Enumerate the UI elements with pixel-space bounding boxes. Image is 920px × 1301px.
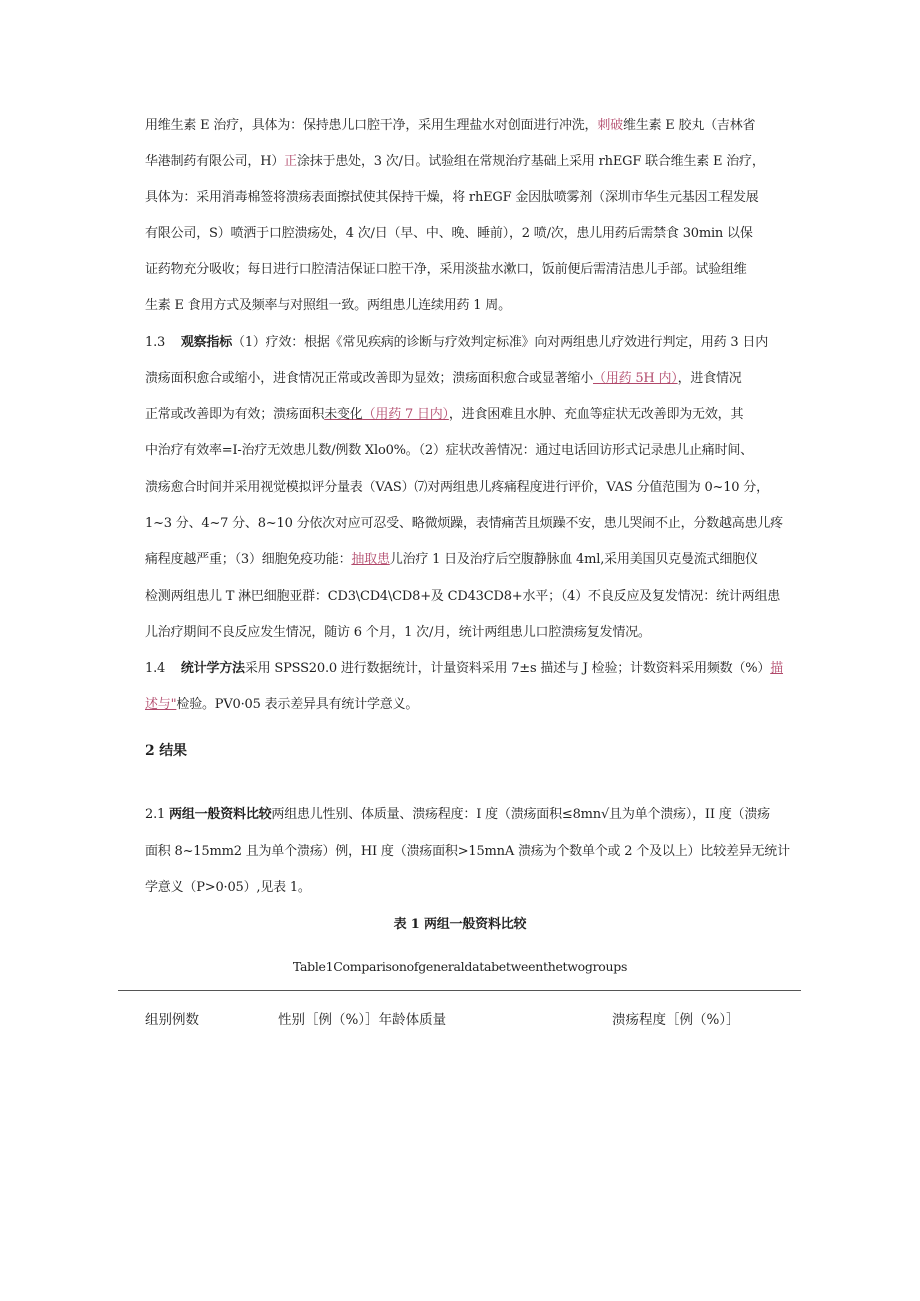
paragraph-line: 检测两组患儿 T 淋巴细胞亚群：CD3\CD4\CD8+及 CD43CD8+水平；（4）不良反应及复发情况：统计两组患 bbox=[145, 589, 781, 604]
text-run: 儿治疗 1 日及治疗后空腹静脉血 4ml,采用美国贝克曼流式细胞仪 bbox=[389, 552, 758, 567]
section-title: 两组一般资料比较 bbox=[169, 807, 272, 822]
paragraph-line bbox=[145, 153, 765, 171]
table-header-sex-age-weight: 性别［例（%）］年龄体质量 bbox=[278, 1012, 447, 1028]
section-number: 1.4 bbox=[145, 661, 166, 676]
paragraph-line: 有限公司，S）喷洒于口腔溃疡处，4 次/日（早、中、晚、睡前），2 喷/次，患儿用药后需禁食 30min 以保 bbox=[145, 226, 753, 241]
paragraph-line bbox=[145, 370, 742, 388]
text-run: 用维生素 E 治疗，具体为：保持患儿口腔干净，采用生理盐水对创面进行冲洗， bbox=[145, 118, 598, 133]
highlighted-text: 述与" bbox=[145, 697, 177, 712]
text-run: （1）疗效：根据《常见疾病的诊断与疗效判定标准》向对两组患儿疗效进行判定，用药 3 日内 bbox=[232, 335, 769, 350]
highlighted-text: 正 bbox=[284, 154, 297, 169]
paragraph-line: 1~3 分、4~7 分、8~10 分依次对应可忍受、略微烦躁，表情痛苦且烦躁不安，患儿哭闹不止，分数越高患儿疼 bbox=[145, 516, 783, 531]
paragraph-line bbox=[145, 117, 755, 135]
paragraph-line bbox=[145, 696, 418, 714]
paragraph-line: 具体为：采用消毒棉签将溃疡表面擦拭使其保持干燥，将 rhEGF 金因肽喷雾剂（深圳市华生元基因工程发展 bbox=[145, 190, 759, 205]
text-run: 维生素 E 胶丸（吉林省 bbox=[622, 118, 756, 133]
text-run: 检验。PV0·05 表示差异具有统计学意义。 bbox=[176, 697, 419, 712]
section-title: 观察指标 bbox=[180, 335, 233, 350]
paragraph-line: 证药物充分吸收；每日进行口腔清洁保证口腔干净，采用淡盐水漱口，饭前便后需清洁患儿手部。试验组维 bbox=[145, 262, 747, 277]
section-1-3-line bbox=[145, 334, 768, 352]
text-run: 痛程度越严重；（3）细胞免疫功能： bbox=[145, 552, 352, 567]
highlighted-text: 刺破 bbox=[597, 118, 623, 133]
paragraph-line: 溃疡愈合时间并采用视觉模拟评分量表（VAS）⑺对两组患儿疼痛程度进行评价，VAS 分值范围为 0~10 分， bbox=[145, 480, 769, 495]
paragraph-line: 面积 8~15mm2 且为单个溃疡）例，HI 度（溃疡面积>15mnA 溃疡为个数单个或 2 个及以上）比较差异无统计 bbox=[145, 844, 790, 859]
text-run: 正常或改善即为有效；溃疡面积 bbox=[145, 407, 325, 422]
table-top-rule bbox=[118, 990, 801, 991]
highlighted-text: 抽取患 bbox=[351, 552, 390, 567]
paragraph-line: 学意义（P>0·05）,见表 1。 bbox=[145, 880, 311, 895]
table-caption-cn: 表 1 两组一般资料比较 bbox=[393, 917, 527, 932]
results-heading: 2 结果 bbox=[145, 743, 187, 759]
highlighted-text: 描 bbox=[770, 661, 784, 676]
text-run: 华港制药有限公司，H） bbox=[145, 154, 285, 169]
highlighted-text: （用药 5H 内） bbox=[593, 371, 678, 386]
paragraph-line: 儿治疗期间不良反应发生情况，随访 6 个月，1 次/月，统计两组患儿口腔溃疡复发情况。 bbox=[145, 625, 651, 640]
text-run: ，进食情况 bbox=[677, 371, 742, 386]
section-2-1-line bbox=[145, 806, 770, 824]
paragraph-line: 生素 E 食用方式及频率与对照组一致。两组患儿连续用药 1 周。 bbox=[145, 298, 511, 313]
table-header-ulcer-degree: 溃疡程度［例（%）］ bbox=[612, 1012, 740, 1028]
section-1-4-line bbox=[145, 660, 783, 678]
text-run: 涂抹于患处，3 次/日。试验组在常规治疗基础上采用 rhEGF 联合维生素 E 治疗， bbox=[296, 154, 765, 169]
underlined-text: 未变化 bbox=[324, 407, 363, 422]
section-number: 2.1 bbox=[145, 807, 166, 822]
section-title: 统计学方法 bbox=[180, 661, 245, 676]
highlighted-text: （用药 7 日内） bbox=[362, 407, 449, 422]
text-run: 溃疡面积愈合或缩小，进食情况正常或改善即为显效；溃疡面积愈合或显著缩小 bbox=[145, 371, 594, 386]
paragraph-line bbox=[145, 406, 743, 424]
text-run: 采用 SPSS20.0 进行数据统计，计量资料采用 7±s 描述与 J 检验；计数资料采用频数（%） bbox=[244, 661, 771, 676]
paragraph-line: 中治疗有效率=I-治疗无效患儿数/例数 Xlo0%。（2）症状改善情况：通过电话回访形式记录患儿止痛时间、 bbox=[145, 443, 753, 458]
paragraph-line bbox=[145, 551, 758, 569]
text-run: ，进食困难且水肿、充血等症状无改善即为无效，其 bbox=[448, 407, 744, 422]
text-run: 两组患儿性别、体质量、溃疡程度：I 度（溃疡面积≤8mn√且为单个溃疡），II 度（溃疡 bbox=[271, 807, 770, 822]
table-caption-en: Table1Comparisonofgeneraldatabetweenthetwogroups bbox=[292, 959, 628, 974]
table-header-group: 组别例数 bbox=[145, 1012, 199, 1028]
section-number: 1.3 bbox=[145, 335, 166, 350]
